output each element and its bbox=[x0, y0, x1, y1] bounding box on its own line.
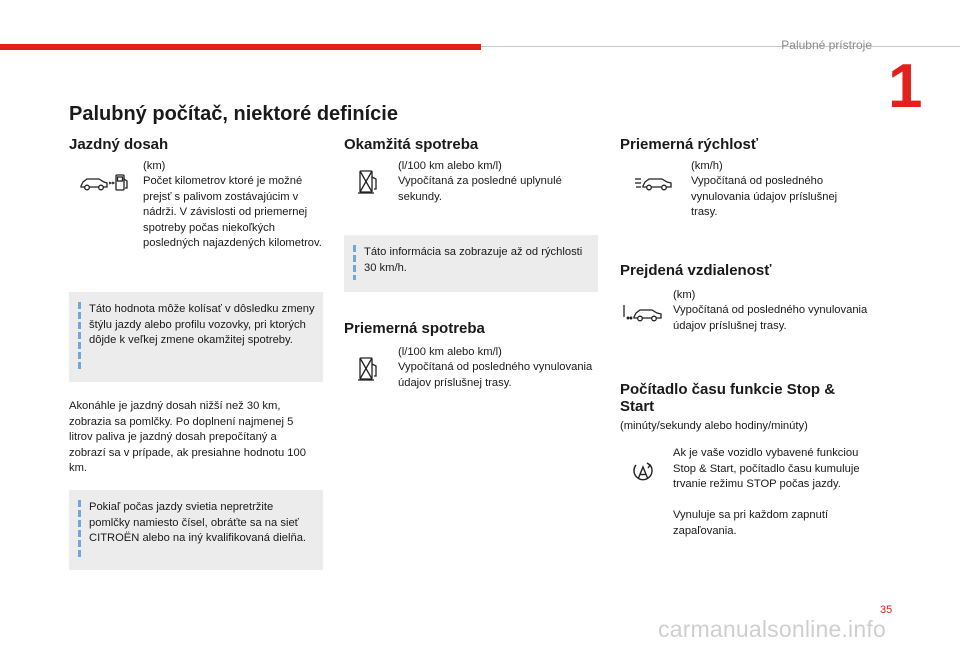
average-description: Vypočítaná od posledného vynulovania údajov príslušnej trasy. bbox=[398, 361, 593, 389]
instant-unit: (l/100 km alebo km/l) bbox=[398, 160, 502, 172]
range-unit: (km) bbox=[143, 160, 166, 172]
average-unit: (l/100 km alebo km/l) bbox=[398, 346, 502, 358]
header-red-bar bbox=[0, 44, 481, 50]
car-speed-icon bbox=[634, 172, 674, 197]
section-name: Palubné prístroje bbox=[781, 38, 872, 52]
stopstart-description: Ak je vaše vozidlo vybavené funkciou Stop & Start, počítadlo času kumuluje trvanie režimu STOP počas jazdy. bbox=[673, 447, 860, 490]
fuel-pump-crossed-icon bbox=[357, 356, 379, 387]
chapter-number: 1 bbox=[888, 52, 923, 121]
note-marker bbox=[78, 302, 81, 370]
distance-heading: Prejdená vzdialenosť bbox=[620, 262, 772, 279]
instant-note-text: Táto informácia sa zobrazuje až od rýchlosti 30 km/h. bbox=[364, 246, 583, 274]
distance-unit: (km) bbox=[673, 289, 696, 301]
stopstart-unit: (minúty/sekundy alebo hodiny/minúty) bbox=[620, 420, 808, 432]
page-number: 35 bbox=[880, 604, 893, 616]
car-fuel-pump-icon bbox=[79, 172, 129, 199]
distance-description: Vypočítaná od posledného vynulovania údajov príslušnej trasy. bbox=[673, 304, 868, 332]
instant-description: Vypočítaná za posledné uplynulé sekundy. bbox=[398, 175, 562, 203]
range-description: Počet kilometrov ktoré je možné prejsť s palivom zostávajúcim v nádrži. V závislosti od priemernej spotreby počas niekoľkých posledných najazdených kilometrov. bbox=[143, 175, 322, 249]
speed-heading: Priemerná rýchlosť bbox=[620, 136, 759, 153]
range-note2-box bbox=[69, 490, 323, 570]
stop-start-a-icon bbox=[630, 459, 656, 490]
stopstart-reset-description: Vynuluje sa pri každom zapnutí zapaľovania. bbox=[673, 509, 829, 537]
page-title: Palubný počítač, niektoré definície bbox=[69, 103, 398, 125]
range-paragraph: Akonáhle je jazdný dosah nižší než 30 km, zobrazia sa pomlčky. Po doplnení najmenej 5 litrov paliva je jazdný dosah prepočítaný a zobrazí sa v prípade, ak presiahne hodnotu 100 km. bbox=[69, 400, 306, 474]
note-marker bbox=[78, 500, 81, 558]
speed-description: Vypočítaná od posledného vynulovania údajov príslušnej trasy. bbox=[691, 175, 838, 218]
range-note-text: Táto hodnota môže kolísať v dôsledku zmeny štýlu jazdy alebo profilu vozovky, pri ktorých dôjde k veľkej zmene okamžitej spotreby. bbox=[89, 303, 315, 346]
stopstart-heading: Počítadlo času funkcie Stop & Start bbox=[620, 381, 836, 415]
instant-heading: Okamžitá spotreba bbox=[344, 136, 479, 153]
note-marker bbox=[353, 245, 356, 280]
header-divider bbox=[481, 46, 960, 47]
fuel-pump-crossed-icon bbox=[357, 169, 379, 200]
instant-note-box bbox=[344, 235, 598, 292]
range-note2-text: Pokiaľ počas jazdy svietia nepretržite pomlčky namiesto čísel, obráťte sa na sieť CITROËN alebo na iný kvalifikovaná dielňa. bbox=[89, 501, 307, 544]
watermark: carmanualsonline.info bbox=[658, 616, 886, 642]
average-heading: Priemerná spotreba bbox=[344, 320, 485, 337]
car-distance-icon bbox=[622, 302, 664, 329]
range-note-box bbox=[69, 292, 323, 382]
speed-unit: (km/h) bbox=[691, 160, 723, 172]
range-heading: Jazdný dosah bbox=[69, 136, 169, 153]
